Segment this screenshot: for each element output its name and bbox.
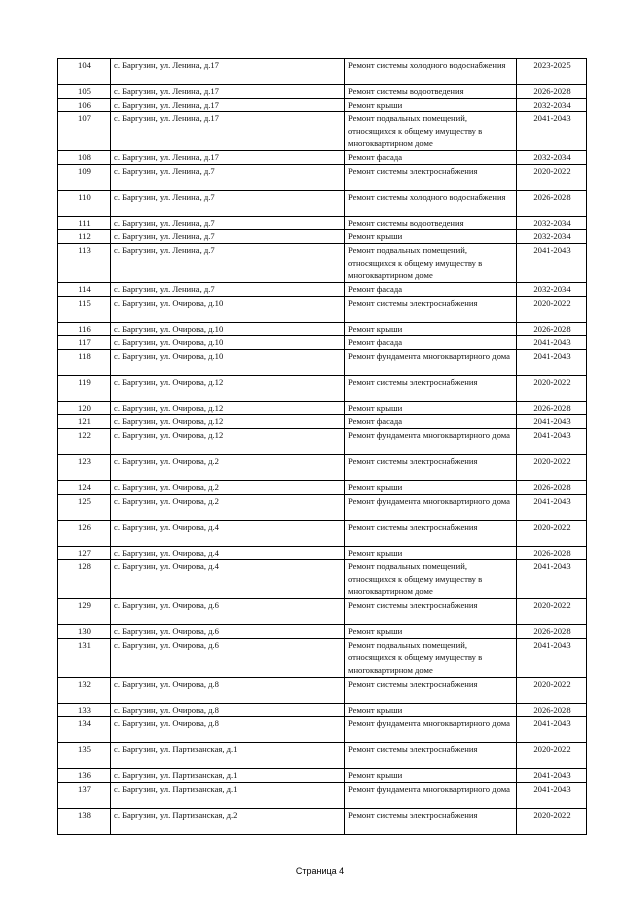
- row-number: 107: [58, 112, 111, 151]
- row-period: 2020-2022: [517, 375, 587, 401]
- table-row: [58, 164, 587, 190]
- row-address: с. Баргузин, ул. Очирова, д.6: [111, 599, 345, 625]
- row-period: 2041-2043: [517, 415, 587, 429]
- table-row: [58, 546, 587, 560]
- row-period: 2020-2022: [517, 520, 587, 546]
- row-address: с. Баргузин, ул. Ленина, д.17: [111, 112, 345, 151]
- row-address: с. Баргузин, ул. Очирова, д.6: [111, 638, 345, 677]
- row-address: с. Баргузин, ул. Очирова, д.12: [111, 375, 345, 401]
- table-row: [58, 703, 587, 717]
- row-number: 104: [58, 59, 111, 85]
- row-period: 2026-2028: [517, 703, 587, 717]
- table-row: [58, 599, 587, 625]
- row-number: 116: [58, 322, 111, 336]
- row-number: 111: [58, 216, 111, 230]
- table-row: [58, 216, 587, 230]
- row-work-type: Ремонт фундамента многоквартирного дома: [345, 782, 517, 808]
- row-address: с. Баргузин, ул. Ленина, д.17: [111, 59, 345, 85]
- row-work-type: Ремонт фасада: [345, 151, 517, 165]
- row-number: 137: [58, 782, 111, 808]
- table-row: [58, 415, 587, 429]
- row-number: 113: [58, 243, 111, 282]
- table-row: [58, 782, 587, 808]
- table-row: [58, 243, 587, 282]
- table-row: [58, 336, 587, 350]
- row-address: с. Баргузин, ул. Очирова, д.4: [111, 560, 345, 599]
- table-row: [58, 296, 587, 322]
- row-address: с. Баргузин, ул. Очирова, д.12: [111, 401, 345, 415]
- row-address: с. Баргузин, ул. Очирова, д.10: [111, 349, 345, 375]
- row-period: 2032-2034: [517, 282, 587, 296]
- row-number: 123: [58, 454, 111, 480]
- row-period: 2041-2043: [517, 638, 587, 677]
- row-address: с. Баргузин, ул. Очирова, д.8: [111, 717, 345, 743]
- row-address: с. Баргузин, ул. Ленина, д.7: [111, 243, 345, 282]
- row-period: 2026-2028: [517, 625, 587, 639]
- table-row: [58, 560, 587, 599]
- row-work-type: Ремонт системы водоотведения: [345, 85, 517, 99]
- row-number: 118: [58, 349, 111, 375]
- row-work-type: Ремонт системы электроснабжения: [345, 164, 517, 190]
- row-number: 124: [58, 480, 111, 494]
- row-address: с. Баргузин, ул. Ленина, д.7: [111, 282, 345, 296]
- row-address: с. Баргузин, ул. Ленина, д.7: [111, 216, 345, 230]
- row-period: 2041-2043: [517, 494, 587, 520]
- row-period: 2041-2043: [517, 112, 587, 151]
- row-period: 2041-2043: [517, 428, 587, 454]
- row-work-type: Ремонт фасада: [345, 336, 517, 350]
- table-row: [58, 428, 587, 454]
- row-address: с. Баргузин, ул. Ленина, д.17: [111, 98, 345, 112]
- table-row: [58, 190, 587, 216]
- row-period: 2041-2043: [517, 717, 587, 743]
- row-address: с. Баргузин, ул. Ленина, д.17: [111, 151, 345, 165]
- row-period: 2020-2022: [517, 454, 587, 480]
- row-number: 129: [58, 599, 111, 625]
- table-row: [58, 808, 587, 834]
- table-row: [58, 638, 587, 677]
- row-number: 132: [58, 677, 111, 703]
- row-period: 2020-2022: [517, 164, 587, 190]
- row-address: с. Баргузин, ул. Очирова, д.8: [111, 677, 345, 703]
- table-body: [58, 59, 587, 835]
- row-address: с. Баргузин, ул. Очирова, д.2: [111, 454, 345, 480]
- row-number: 134: [58, 717, 111, 743]
- row-address: с. Баргузин, ул. Очирова, д.4: [111, 546, 345, 560]
- row-period: 2041-2043: [517, 782, 587, 808]
- row-work-type: Ремонт фундамента многоквартирного дома: [345, 717, 517, 743]
- row-address: с. Баргузин, ул. Очирова, д.2: [111, 494, 345, 520]
- row-period: 2032-2034: [517, 216, 587, 230]
- row-work-type: Ремонт системы электроснабжения: [345, 599, 517, 625]
- row-number: 131: [58, 638, 111, 677]
- row-number: 115: [58, 296, 111, 322]
- row-address: с. Баргузин, ул. Ленина, д.7: [111, 164, 345, 190]
- row-address: с. Баргузин, ул. Очирова, д.10: [111, 296, 345, 322]
- row-work-type: Ремонт системы водоотведения: [345, 216, 517, 230]
- row-address: с. Баргузин, ул. Ленина, д.17: [111, 85, 345, 99]
- table-row: [58, 98, 587, 112]
- row-work-type: Ремонт крыши: [345, 480, 517, 494]
- row-number: 138: [58, 808, 111, 834]
- page-footer: [0, 866, 640, 876]
- row-number: 108: [58, 151, 111, 165]
- row-address: с. Баргузин, ул. Очирова, д.4: [111, 520, 345, 546]
- table-row: [58, 151, 587, 165]
- table-row: [58, 85, 587, 99]
- row-work-type: Ремонт крыши: [345, 401, 517, 415]
- row-number: 133: [58, 703, 111, 717]
- row-work-type: Ремонт системы электроснабжения: [345, 520, 517, 546]
- row-number: 136: [58, 769, 111, 783]
- row-number: 125: [58, 494, 111, 520]
- table-row: [58, 322, 587, 336]
- row-period: 2026-2028: [517, 401, 587, 415]
- row-period: 2041-2043: [517, 769, 587, 783]
- row-period: 2032-2034: [517, 98, 587, 112]
- row-period: 2026-2028: [517, 190, 587, 216]
- row-period: 2020-2022: [517, 743, 587, 769]
- row-work-type: Ремонт системы электроснабжения: [345, 743, 517, 769]
- row-work-type: Ремонт фасада: [345, 415, 517, 429]
- row-work-type: Ремонт системы холодного водоснабжения: [345, 190, 517, 216]
- row-number: 121: [58, 415, 111, 429]
- table-row: [58, 230, 587, 244]
- row-work-type: Ремонт подвальных помещений, относящихся к общему имуществу в многоквартирном доме: [345, 243, 517, 282]
- row-number: 135: [58, 743, 111, 769]
- row-number: 130: [58, 625, 111, 639]
- row-work-type: Ремонт крыши: [345, 322, 517, 336]
- row-address: с. Баргузин, ул. Очирова, д.10: [111, 336, 345, 350]
- page-number: Страница 4: [295, 866, 345, 876]
- row-address: с. Баргузин, ул. Очирова, д.2: [111, 480, 345, 494]
- row-work-type: Ремонт подвальных помещений, относящихся к общему имуществу в многоквартирном доме: [345, 638, 517, 677]
- table-row: [58, 769, 587, 783]
- row-period: 2026-2028: [517, 85, 587, 99]
- row-period: 2026-2028: [517, 546, 587, 560]
- row-address: с. Баргузин, ул. Очирова, д.12: [111, 428, 345, 454]
- table-row: [58, 112, 587, 151]
- row-work-type: Ремонт фундамента многоквартирного дома: [345, 494, 517, 520]
- repair-schedule-table: [57, 58, 587, 835]
- table-row: [58, 59, 587, 85]
- row-work-type: Ремонт крыши: [345, 98, 517, 112]
- row-number: 126: [58, 520, 111, 546]
- table-row: [58, 625, 587, 639]
- row-number: 122: [58, 428, 111, 454]
- table-row: [58, 480, 587, 494]
- row-number: 120: [58, 401, 111, 415]
- row-number: 128: [58, 560, 111, 599]
- row-period: 2041-2043: [517, 560, 587, 599]
- row-work-type: Ремонт системы электроснабжения: [345, 375, 517, 401]
- row-work-type: Ремонт подвальных помещений, относящихся к общему имуществу в многоквартирном доме: [345, 560, 517, 599]
- row-period: 2020-2022: [517, 296, 587, 322]
- row-address: с. Баргузин, ул. Партизанская, д.2: [111, 808, 345, 834]
- row-address: с. Баргузин, ул. Партизанская, д.1: [111, 782, 345, 808]
- row-number: 114: [58, 282, 111, 296]
- row-period: 2032-2034: [517, 151, 587, 165]
- row-number: 119: [58, 375, 111, 401]
- row-period: 2020-2022: [517, 599, 587, 625]
- table-row: [58, 282, 587, 296]
- row-number: 109: [58, 164, 111, 190]
- table-row: [58, 375, 587, 401]
- row-period: 2020-2022: [517, 808, 587, 834]
- row-work-type: Ремонт системы электроснабжения: [345, 296, 517, 322]
- row-work-type: Ремонт крыши: [345, 625, 517, 639]
- row-period: 2026-2028: [517, 322, 587, 336]
- row-work-type: Ремонт системы электроснабжения: [345, 677, 517, 703]
- row-work-type: Ремонт системы электроснабжения: [345, 454, 517, 480]
- table-row: [58, 349, 587, 375]
- table-row: [58, 401, 587, 415]
- row-address: с. Баргузин, ул. Партизанская, д.1: [111, 743, 345, 769]
- table-row: [58, 743, 587, 769]
- table-row: [58, 494, 587, 520]
- table-row: [58, 520, 587, 546]
- row-period: 2041-2043: [517, 243, 587, 282]
- row-address: с. Баргузин, ул. Очирова, д.12: [111, 415, 345, 429]
- table-row: [58, 454, 587, 480]
- row-period: 2020-2022: [517, 677, 587, 703]
- row-work-type: Ремонт крыши: [345, 703, 517, 717]
- row-number: 127: [58, 546, 111, 560]
- row-work-type: Ремонт подвальных помещений, относящихся к общему имуществу в многоквартирном доме: [345, 112, 517, 151]
- row-work-type: Ремонт фундамента многоквартирного дома: [345, 349, 517, 375]
- row-period: 2041-2043: [517, 336, 587, 350]
- row-number: 112: [58, 230, 111, 244]
- row-period: 2041-2043: [517, 349, 587, 375]
- row-address: с. Баргузин, ул. Очирова, д.10: [111, 322, 345, 336]
- row-work-type: Ремонт системы электроснабжения: [345, 808, 517, 834]
- row-period: 2026-2028: [517, 480, 587, 494]
- row-work-type: Ремонт крыши: [345, 769, 517, 783]
- row-address: с. Баргузин, ул. Очирова, д.6: [111, 625, 345, 639]
- row-number: 106: [58, 98, 111, 112]
- row-address: с. Баргузин, ул. Ленина, д.7: [111, 190, 345, 216]
- row-number: 110: [58, 190, 111, 216]
- row-work-type: Ремонт крыши: [345, 546, 517, 560]
- row-period: 2023-2025: [517, 59, 587, 85]
- row-number: 117: [58, 336, 111, 350]
- row-work-type: Ремонт фундамента многоквартирного дома: [345, 428, 517, 454]
- row-number: 105: [58, 85, 111, 99]
- row-work-type: Ремонт крыши: [345, 230, 517, 244]
- row-work-type: Ремонт фасада: [345, 282, 517, 296]
- row-address: с. Баргузин, ул. Партизанская, д.1: [111, 769, 345, 783]
- row-address: с. Баргузин, ул. Ленина, д.7: [111, 230, 345, 244]
- table-row: [58, 677, 587, 703]
- row-work-type: Ремонт системы холодного водоснабжения: [345, 59, 517, 85]
- row-period: 2032-2034: [517, 230, 587, 244]
- table-row: [58, 717, 587, 743]
- row-address: с. Баргузин, ул. Очирова, д.8: [111, 703, 345, 717]
